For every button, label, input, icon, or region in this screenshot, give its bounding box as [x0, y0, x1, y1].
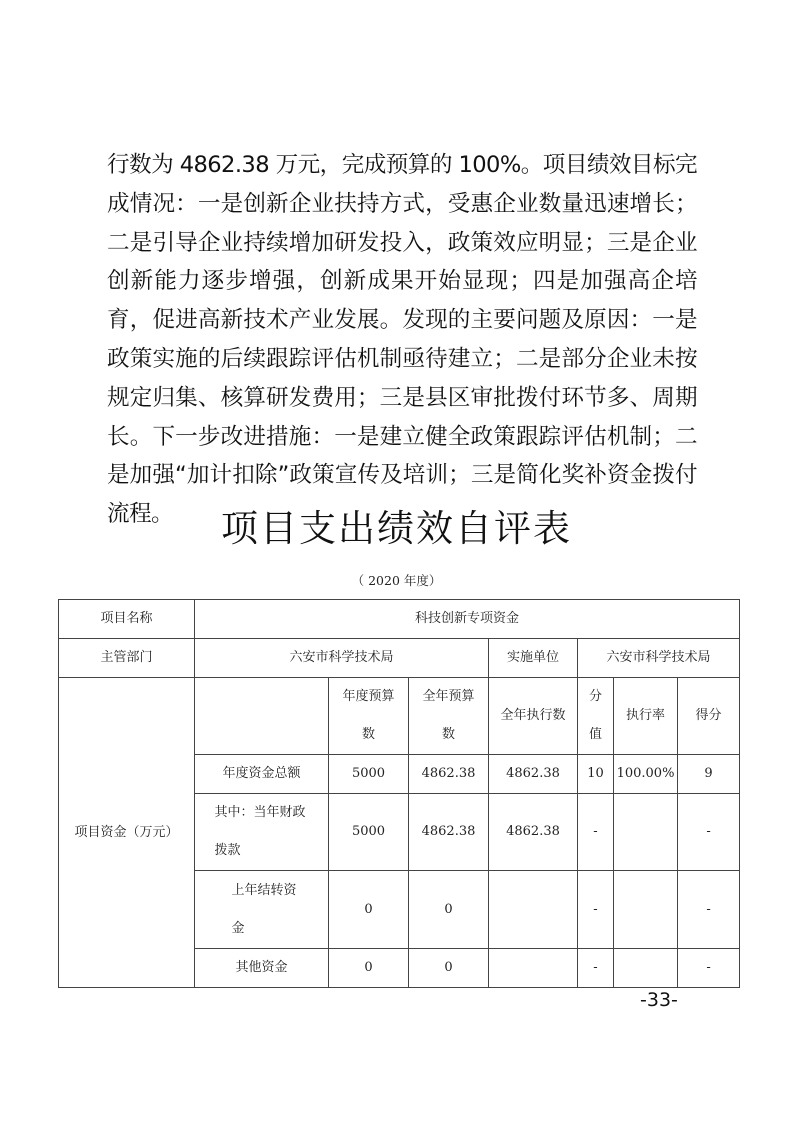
cell-score: - [678, 871, 740, 949]
header-score-value [578, 678, 614, 755]
cell-score-value: - [578, 794, 614, 871]
impl-label: 实施单位 [489, 639, 578, 678]
table-year: （ 2020 年度） [351, 573, 442, 588]
cell-full-year-budget: 4862.38 [409, 755, 489, 794]
header-annual-budget-text: 年度预算数 [342, 689, 395, 742]
cell-annual-budget: 5000 [329, 794, 409, 871]
table-title: 项目支出绩效自评表 [221, 507, 572, 550]
cell-exec-rate [614, 871, 678, 949]
cell-exec-rate [614, 794, 678, 871]
cell-score-value: - [578, 871, 614, 949]
row-label [195, 871, 329, 949]
cell-score: 9 [678, 755, 740, 794]
table-row-project-name [59, 600, 740, 639]
header-score-value-text: 分值 [588, 689, 602, 742]
header-full-year-budget-text: 全年预算数 [422, 689, 475, 742]
page-number: -33- [640, 989, 678, 1011]
row-label: 其他资金 [195, 949, 329, 988]
cell-full-year-budget: 0 [409, 871, 489, 949]
row-label [195, 794, 329, 871]
cell-score-value: - [578, 949, 614, 988]
impl-value: 六安市科学技术局 [578, 639, 740, 678]
row-label: 年度资金总额 [195, 755, 329, 794]
cell-exec-rate [614, 949, 678, 988]
header-empty [195, 678, 329, 755]
row-label-text: 其中：当年财政拨款 [214, 805, 306, 858]
project-name-value: 科技创新专项资金 [195, 600, 740, 639]
cell-full-year-budget: 0 [409, 949, 489, 988]
cell-exec-rate: 100.00% [614, 755, 678, 794]
cell-score-value: 10 [578, 755, 614, 794]
body-paragraph: 行数为 4862.38 万元，完成预算的 100%。项目绩效目标完成情况：一是创新企业扶持方式，受惠企业数量迅速增长；二是引导企业持续增加研发投入，政策效应明显；三是企业创新能力逐步增强，创新成果开始显现；四是加强高企培育，促进高新技术产业发展。发现的主要问题及原因：一是政策实施的后续跟踪评估机制亟待建立；二是部分企业未按规定归集、核算研发费用；三是县区审批拨付环节多、周期长。下一步改进措施：一是建立健全政策跟踪评估机制；二是加强“加计扣除”政策宣传及培训；三是简化奖补资金拨付流程。 [107, 152, 697, 528]
cell-full-year-exec: 4862.38 [489, 755, 578, 794]
project-name-label: 项目名称 [59, 600, 195, 639]
row-label-text: 上年结转资金 [231, 882, 297, 936]
table-row-header [59, 678, 740, 755]
cell-score: - [678, 794, 740, 871]
dept-label: 主管部门 [59, 639, 195, 678]
cell-annual-budget: 5000 [329, 755, 409, 794]
header-annual-budget [329, 678, 409, 755]
cell-full-year-exec [489, 871, 578, 949]
cell-score: - [678, 949, 740, 988]
cell-full-year-exec: 4862.38 [489, 794, 578, 871]
cell-full-year-exec [489, 949, 578, 988]
dept-value: 六安市科学技术局 [195, 639, 489, 678]
cell-annual-budget: 0 [329, 871, 409, 949]
header-full-year-exec: 全年执行数 [489, 678, 578, 755]
cell-full-year-budget: 4862.38 [409, 794, 489, 871]
header-exec-rate: 执行率 [614, 678, 678, 755]
fund-label: 项目资金（万元） [59, 678, 195, 988]
self-evaluation-table [58, 599, 740, 988]
header-full-year-budget [409, 678, 489, 755]
table-row-department [59, 639, 740, 678]
header-score: 得分 [678, 678, 740, 755]
cell-annual-budget: 0 [329, 949, 409, 988]
